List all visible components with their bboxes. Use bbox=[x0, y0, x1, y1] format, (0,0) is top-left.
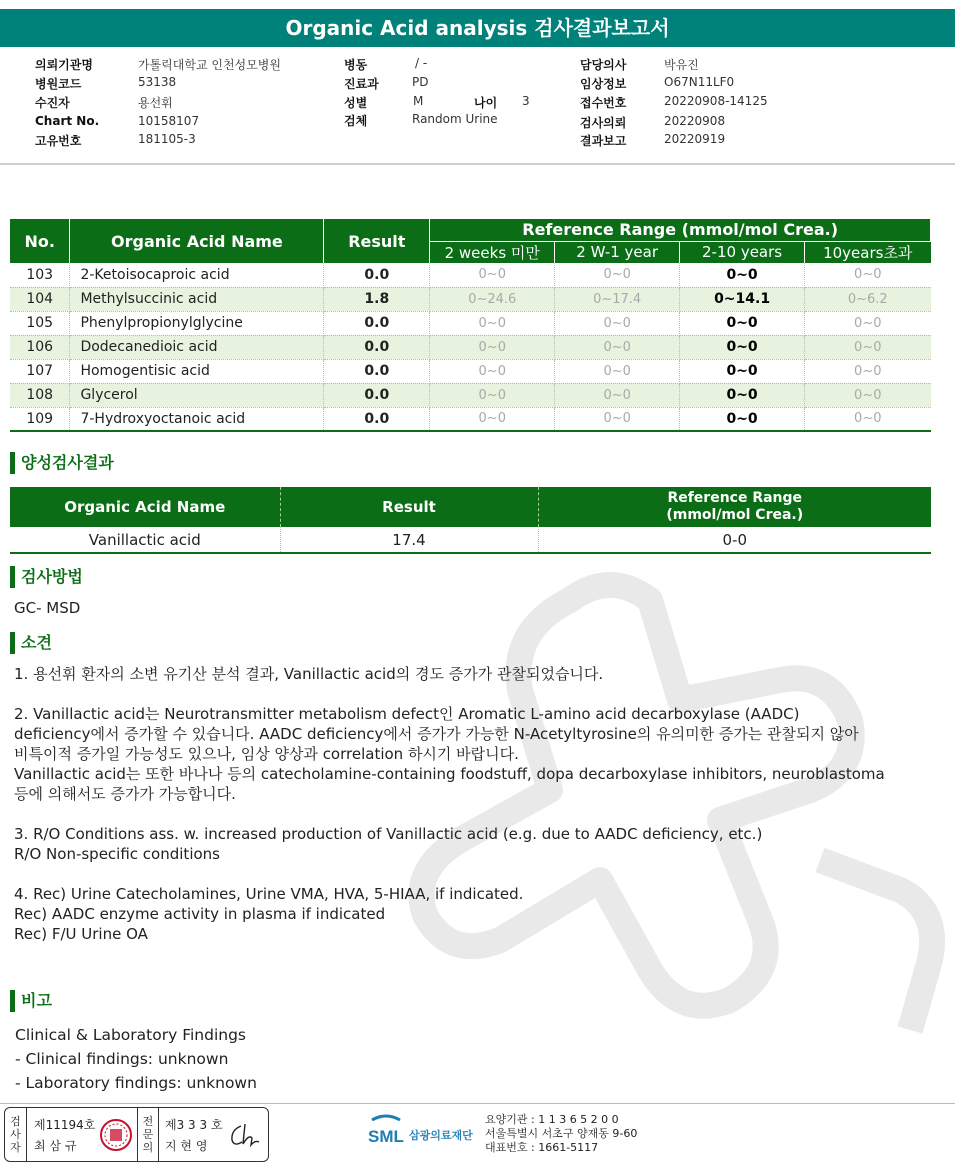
col-header-name: Organic Acid Name bbox=[70, 219, 324, 263]
header-divider bbox=[0, 163, 955, 165]
findings-line: 3. R/O Conditions ass. w. increased production of Vanillactic acid (e.g. due to AADC deficiency, etc.) bbox=[14, 825, 763, 843]
reference-range-cell: 0~0 bbox=[555, 263, 680, 287]
table-row bbox=[10, 311, 931, 335]
ward-value: / - bbox=[415, 56, 428, 70]
findings-line: 등에 의해서도 증가가 가능합니다. bbox=[14, 785, 236, 803]
col-header-name: Organic Acid Name bbox=[10, 487, 280, 527]
reference-range-cell: 0~0 bbox=[680, 383, 805, 407]
reference-range-cell: 0~6.2 bbox=[805, 287, 931, 311]
result-cell: 0.0 bbox=[324, 383, 430, 407]
acid-name-cell: 2-Ketoisocaproic acid bbox=[70, 263, 324, 287]
info-label: 진료과 bbox=[344, 77, 379, 91]
reference-range-cell: 0~0 bbox=[805, 359, 931, 383]
examiner-label bbox=[5, 1108, 27, 1161]
label-char: 의 bbox=[142, 1141, 154, 1154]
institution-value: 가톨릭대학교 인천성모병원 bbox=[138, 58, 281, 72]
label-char: 사 bbox=[10, 1128, 21, 1141]
patient-name-value: 용선휘 bbox=[138, 96, 173, 110]
section-title-remarks: 비고 bbox=[10, 990, 52, 1012]
acid-name-cell: 7-Hydroxyoctanoic acid bbox=[70, 407, 324, 431]
ref-subheader: 10years초과 bbox=[805, 241, 931, 263]
org-name: 삼광의료재단 bbox=[409, 1129, 473, 1142]
acid-name-cell: Vanillactic acid bbox=[10, 527, 280, 553]
result-cell: 0.0 bbox=[324, 335, 430, 359]
reference-line2: (mmol/mol Crea.) bbox=[666, 507, 804, 523]
table-row bbox=[10, 359, 931, 383]
result-cell: 0.0 bbox=[324, 407, 430, 431]
acid-name-cell: Homogentisic acid bbox=[70, 359, 324, 383]
info-label: 검사의뢰 bbox=[580, 116, 627, 130]
reference-range-cell: 0~0 bbox=[680, 359, 805, 383]
results-table bbox=[10, 219, 931, 432]
findings-line: Vanillactic acid는 또한 바나나 등의 catecholamine-containing foodstuff, dopa decarboxylase inhibitors, neuroblastoma bbox=[14, 765, 885, 783]
reference-range-cell: 0~0 bbox=[680, 311, 805, 335]
findings-line: deficiency에서 증가할 수 있습니다. AADC deficiency에서 증가가 가능한 N-Acetyltyrosine의 유의미한 증가는 관찰되지 않아 bbox=[14, 725, 859, 743]
reference-range-cell: 0~0 bbox=[555, 359, 680, 383]
org-logo-text: SML bbox=[368, 1127, 404, 1146]
specialist-license-no: 제3 3 3 호 bbox=[165, 1118, 223, 1132]
reference-range-cell: 0~14.1 bbox=[680, 287, 805, 311]
unique-no-value: 181105-3 bbox=[138, 132, 196, 146]
findings-line bbox=[14, 684, 885, 704]
col-header-result: Result bbox=[280, 487, 538, 527]
reference-range-cell: 0~0 bbox=[555, 311, 680, 335]
result-cell: 0.0 bbox=[324, 263, 430, 287]
row-number-cell: 105 bbox=[10, 311, 70, 335]
ref-subheader: 2 W-1 year bbox=[555, 241, 680, 263]
reference-range-cell: 0~0 bbox=[555, 407, 680, 431]
findings-text bbox=[14, 664, 885, 944]
org-info-line: 대표번호 : 1661-5117 bbox=[485, 1141, 599, 1154]
reference-range-cell: 0~17.4 bbox=[555, 287, 680, 311]
report-date-value: 20220919 bbox=[664, 132, 726, 146]
row-number-cell: 109 bbox=[10, 407, 70, 431]
findings-line bbox=[14, 864, 885, 884]
table-row bbox=[10, 527, 931, 553]
org-info bbox=[485, 1113, 637, 1155]
reference-range-cell: 0~0 bbox=[805, 383, 931, 407]
sex-value: M bbox=[413, 94, 424, 108]
info-label: 결과보고 bbox=[580, 134, 627, 148]
footer-divider bbox=[0, 1103, 955, 1104]
org-info-line: 요양기관 : 1 1 3 6 5 2 0 0 bbox=[485, 1113, 619, 1126]
findings-line: 1. 용선휘 환자의 소변 유기산 분석 결과, Vanillactic acid의 경도 증가가 관찰되었습니다. bbox=[14, 665, 604, 683]
table-row bbox=[10, 287, 931, 311]
info-label: 수진자 bbox=[35, 96, 70, 110]
col-header-no: No. bbox=[10, 219, 70, 263]
reference-range-cell: 0~0 bbox=[805, 263, 931, 287]
info-label: 담당의사 bbox=[580, 58, 627, 72]
info-label: 고유번호 bbox=[35, 134, 82, 148]
reference-range-cell: 0~0 bbox=[555, 335, 680, 359]
findings-line: 4. Rec) Urine Catecholamines, Urine VMA, HVA, 5-HIAA, if indicated. bbox=[14, 885, 524, 903]
signature-box bbox=[4, 1107, 269, 1162]
specimen-value: Random Urine bbox=[412, 112, 498, 126]
row-number-cell: 104 bbox=[10, 287, 70, 311]
section-title-method: 검사방법 bbox=[10, 566, 83, 588]
acid-name-cell: Glycerol bbox=[70, 383, 324, 407]
findings-line: Rec) F/U Urine OA bbox=[14, 925, 148, 943]
reference-range-cell: 0~0 bbox=[555, 383, 680, 407]
col-header-reference: Reference Range (mmol/mol Crea.) bbox=[430, 219, 931, 241]
info-label: 성별 bbox=[344, 96, 368, 110]
section-title-positive: 양성검사결과 bbox=[10, 452, 114, 474]
reference-range-cell: 0~0 bbox=[680, 263, 805, 287]
findings-line: 비특이적 증가일 가능성도 있으나, 임상 양상과 correlation 하시기 바랍니다. bbox=[14, 745, 519, 763]
reference-range-cell: 0~0 bbox=[805, 407, 931, 431]
findings-line: 2. Vanillactic acid는 Neurotransmitter metabolism defect인 Aromatic L-amino acid decarboxylase (AADC) bbox=[14, 705, 800, 723]
row-number-cell: 103 bbox=[10, 263, 70, 287]
result-cell: 0.0 bbox=[324, 311, 430, 335]
info-label: Chart No. bbox=[35, 114, 100, 128]
info-label: 의뢰기관명 bbox=[35, 58, 93, 72]
info-label: 접수번호 bbox=[580, 96, 627, 110]
positive-results-table bbox=[10, 487, 931, 554]
remarks-line: Clinical & Laboratory Findings bbox=[15, 1026, 246, 1044]
row-number-cell: 108 bbox=[10, 383, 70, 407]
acid-name-cell: Methylsuccinic acid bbox=[70, 287, 324, 311]
label-char: 자 bbox=[10, 1141, 21, 1154]
reference-range-cell: 0~0 bbox=[430, 311, 555, 335]
remarks-line: - Laboratory findings: unknown bbox=[15, 1074, 257, 1092]
info-label: 임상정보 bbox=[580, 77, 627, 91]
reference-range-cell: 0~0 bbox=[430, 335, 555, 359]
reference-range-cell: 0~0 bbox=[430, 407, 555, 431]
label-char: 검 bbox=[10, 1115, 21, 1128]
chart-no-value: 10158107 bbox=[138, 114, 200, 128]
department-value: PD bbox=[412, 75, 429, 89]
reference-range-cell: 0~0 bbox=[430, 263, 555, 287]
info-label: 검체 bbox=[344, 114, 368, 128]
label-char: 전 bbox=[142, 1115, 154, 1128]
reference-range-cell: 0~24.6 bbox=[430, 287, 555, 311]
results-table-body bbox=[10, 263, 931, 431]
examiner-name: 최 삼 규 bbox=[34, 1139, 77, 1153]
acid-name-cell: Dodecanedioic acid bbox=[70, 335, 324, 359]
findings-line: R/O Non-specific conditions bbox=[14, 845, 220, 863]
findings-line bbox=[14, 804, 885, 824]
reference-range-cell: 0~0 bbox=[805, 335, 931, 359]
org-info-line: 서울특별시 서초구 양재동 9-60 bbox=[485, 1127, 638, 1140]
remarks-line: - Clinical findings: unknown bbox=[15, 1050, 229, 1068]
col-header-reference bbox=[538, 487, 931, 527]
specialist-label bbox=[137, 1108, 159, 1161]
examiner-license-no: 제11194호 bbox=[34, 1118, 96, 1132]
clinical-info-value: O67N11LF0 bbox=[664, 75, 735, 89]
method-text: GC- MSD bbox=[14, 599, 81, 617]
age-value: 3 bbox=[522, 94, 530, 108]
seal-stamp-icon bbox=[99, 1118, 133, 1152]
specialist-name: 지 현 영 bbox=[165, 1139, 208, 1153]
doctor-value: 박유진 bbox=[664, 58, 699, 72]
patient-info bbox=[0, 56, 955, 156]
hospital-code-value: 53138 bbox=[138, 75, 177, 89]
ref-subheader: 2 weeks 미만 bbox=[430, 241, 555, 263]
info-label: 나이 bbox=[474, 96, 498, 110]
section-title-findings: 소견 bbox=[10, 632, 52, 654]
sml-logo-icon bbox=[366, 1112, 496, 1152]
result-cell: 17.4 bbox=[280, 527, 538, 553]
request-date-value: 20220908 bbox=[664, 114, 726, 128]
accession-no-value: 20220908-14125 bbox=[664, 94, 768, 108]
label-char: 문 bbox=[142, 1128, 154, 1141]
table-row bbox=[10, 383, 931, 407]
reference-range-cell: 0~0 bbox=[430, 359, 555, 383]
remarks-text bbox=[15, 1023, 257, 1095]
acid-name-cell: Phenylpropionylglycine bbox=[70, 311, 324, 335]
ref-subheader: 2-10 years bbox=[680, 241, 805, 263]
table-row bbox=[10, 263, 931, 287]
row-number-cell: 107 bbox=[10, 359, 70, 383]
findings-line: Rec) AADC enzyme activity in plasma if indicated bbox=[14, 905, 386, 923]
result-cell: 0.0 bbox=[324, 359, 430, 383]
table-row bbox=[10, 407, 931, 431]
row-number-cell: 106 bbox=[10, 335, 70, 359]
table-row bbox=[10, 335, 931, 359]
result-cell: 1.8 bbox=[324, 287, 430, 311]
reference-cell: 0-0 bbox=[538, 527, 931, 553]
signature-icon bbox=[227, 1120, 263, 1150]
info-label: 병원코드 bbox=[35, 77, 82, 91]
reference-range-cell: 0~0 bbox=[430, 383, 555, 407]
reference-line1: Reference Range bbox=[667, 490, 803, 506]
reference-range-cell: 0~0 bbox=[805, 311, 931, 335]
reference-range-cell: 0~0 bbox=[680, 335, 805, 359]
reference-range-cell: 0~0 bbox=[680, 407, 805, 431]
col-header-result: Result bbox=[324, 219, 430, 263]
info-label: 병동 bbox=[344, 58, 368, 72]
report-title: Organic Acid analysis 검사결과보고서 bbox=[0, 9, 955, 47]
